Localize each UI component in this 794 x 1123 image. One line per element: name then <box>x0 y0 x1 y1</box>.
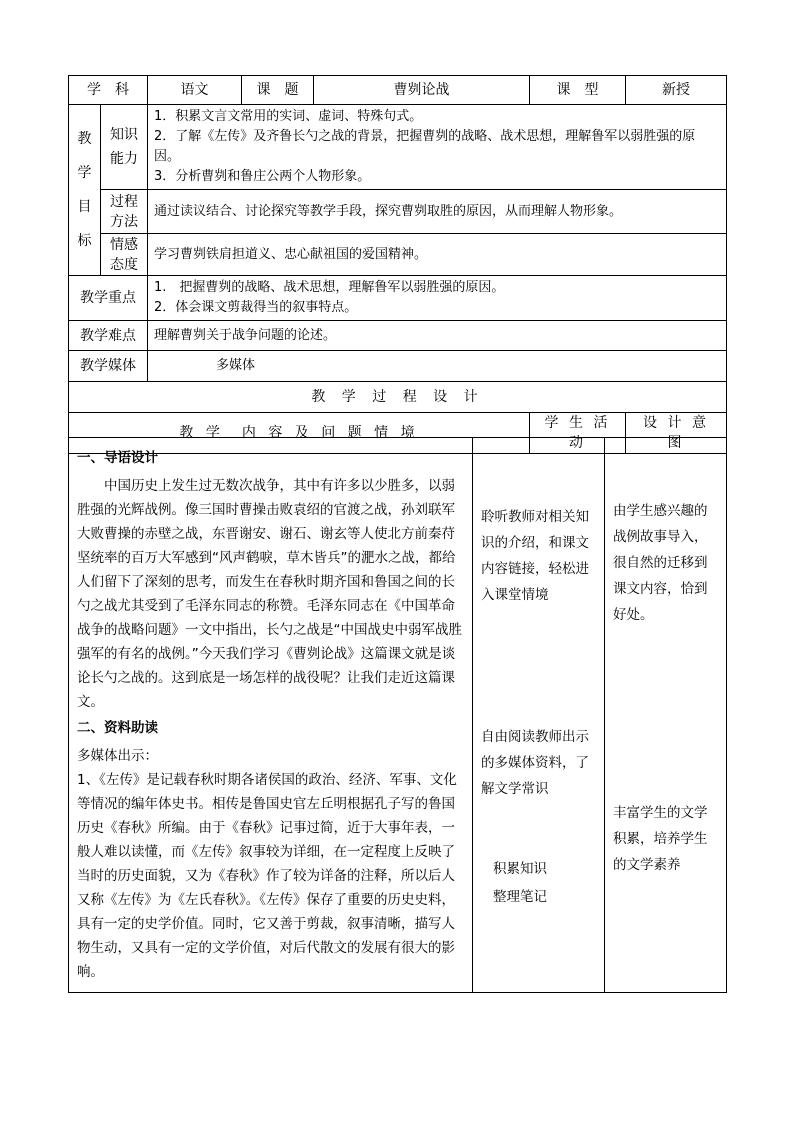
section2-intent: 丰富学生的文学积累，培养学生的文学素养 <box>613 805 708 873</box>
process-content-table <box>68 437 727 993</box>
knowledge-row <box>69 105 727 190</box>
section1-paragraph: 中国历史上发生过无数次战争，其中有许多以少胜多，以弱胜强的光辉战例。像三国时曹操击败袁绍的官渡之战，孙刘联军大败曹操的赤壁之战，东晋谢安、谢石、谢玄等人使北方前秦苻坚统率的百万大军感到“风声鹤唳，草木皆兵”的淝水之战，都给人们留下了深刻的思考，而发生在春秋时期齐国和鲁国之间的长勺之战尤其受到了毛泽东同志的称赞。毛泽东同志在《中国革命战争的战略问题》一文中指出，长勺之战是“中国战史中弱军战胜强军的有名的战例。”今天我们学习《曹刿论战》这篇课文就是谈论长勺之战的。这到底是一场怎样的战役呢？让我们走近这篇课文。 <box>77 478 462 710</box>
section2-activity-notes-1: 积累知识 <box>493 861 547 877</box>
key-point-item: 1. 把握曹刿的战略、战术思想，理解鲁军以弱胜强的原因。 <box>154 280 505 295</box>
section1-title: 一、导语设计 <box>77 450 158 466</box>
lesson-info-table <box>68 75 727 454</box>
activity-cell <box>473 438 605 993</box>
emotion-content: 学习曹刿铁肩担道义、忠心献祖国的爱国精神。 <box>148 234 727 276</box>
section2-title: 二、资料助读 <box>77 720 158 736</box>
knowledge-item: 1．积累文言文常用的实词、虚词、特殊句式。 <box>154 109 423 124</box>
process-design-title-row <box>69 382 727 413</box>
section2-paragraph: 1、《左传》是记载春秋时期各诸侯国的政治、经济、军事、文化等情况的编年体史书。相传是鲁国史官左丘明根据孔子写的鲁国历史《春秋》所编。由于《春秋》记事过简，近于大事年表，一般人难以读懂，而《左传》叙事较为详细，在一定程度上反映了当时的历史面貌，又为《春秋》作了较为详备的注释，所以后人又称《左传》为《左氏春秋》。《左传》保存了重要的历史史料，具有一定的史学价值。同时，它又善于剪裁，叙事清晰，描写人物生动，又具有一定的文学价值，对后代散文的发展有很大的影响。 <box>77 772 457 980</box>
section1-activity: 聆听教师对相关知识的介绍，和课文内容链接，轻松进入课堂情境 <box>481 509 589 603</box>
difficult-points-content: 理解曹刿关于战争问题的论述。 <box>148 321 727 351</box>
type-value: 新授 <box>626 76 727 105</box>
key-points-content <box>148 276 727 321</box>
content-cell <box>69 438 473 993</box>
process-label: 过程方法 <box>101 190 148 234</box>
process-content-row <box>69 438 727 993</box>
type-label: 课 型 <box>530 76 626 105</box>
emotion-row <box>69 234 727 276</box>
subject-label: 学 科 <box>69 76 148 105</box>
process-content: 通过读议结合、讨论探究等教学手段，探究曹刿取胜的原因，从而理解人物形象。 <box>148 190 727 234</box>
media-row <box>69 351 727 382</box>
intent-column-header: 设 计 意 图 <box>626 413 727 454</box>
objectives-label-char: 学 <box>77 165 92 181</box>
media-label: 教学媒体 <box>69 351 148 382</box>
intent-cell <box>605 438 727 993</box>
key-points-label: 教学重点 <box>69 276 148 321</box>
difficult-points-label: 教学难点 <box>69 321 148 351</box>
content-column-header: 教 学 内 容 及 问 题 情 境 <box>69 413 530 454</box>
topic-value: 曹刿论战 <box>314 76 530 105</box>
objectives-label-char: 目 <box>77 199 92 215</box>
section1-intent: 由学生感兴趣的战例故事导入，很自然的迁移到课文内容，恰到好处。 <box>613 503 708 623</box>
process-design-title: 教 学 过 程 设 计 <box>69 382 727 413</box>
process-row <box>69 190 727 234</box>
activity-column-header: 学 生 活 动 <box>530 413 626 454</box>
section2-intro: 多媒体出示： <box>77 748 158 764</box>
knowledge-item: 3．分析曹刿和鲁庄公两个人物形象。 <box>154 169 371 184</box>
objectives-label <box>69 105 101 276</box>
key-points-row <box>69 276 727 321</box>
header-row <box>69 76 727 105</box>
subject-value: 语文 <box>148 76 242 105</box>
knowledge-item: 2．了解《左传》及齐鲁长勺之战的背景，把握曹刿的战略、战术思想，理解鲁军以弱胜强的原因。 <box>154 129 696 164</box>
objectives-label-char: 教 <box>77 131 92 147</box>
difficult-points-row <box>69 321 727 351</box>
topic-label: 课 题 <box>242 76 314 105</box>
knowledge-content <box>148 105 727 190</box>
emotion-label: 情感态度 <box>101 234 148 276</box>
section2-activity: 自由阅读教师出示的多媒体资料，了解文学常识 <box>481 729 589 797</box>
objectives-label-char: 标 <box>77 233 92 249</box>
knowledge-label: 知识能力 <box>101 105 148 190</box>
key-point-item: 2．体会课文剪裁得当的叙事特点。 <box>154 300 358 315</box>
media-content: 多媒体 <box>148 351 727 382</box>
section2-activity-notes-2: 整理笔记 <box>493 889 547 905</box>
